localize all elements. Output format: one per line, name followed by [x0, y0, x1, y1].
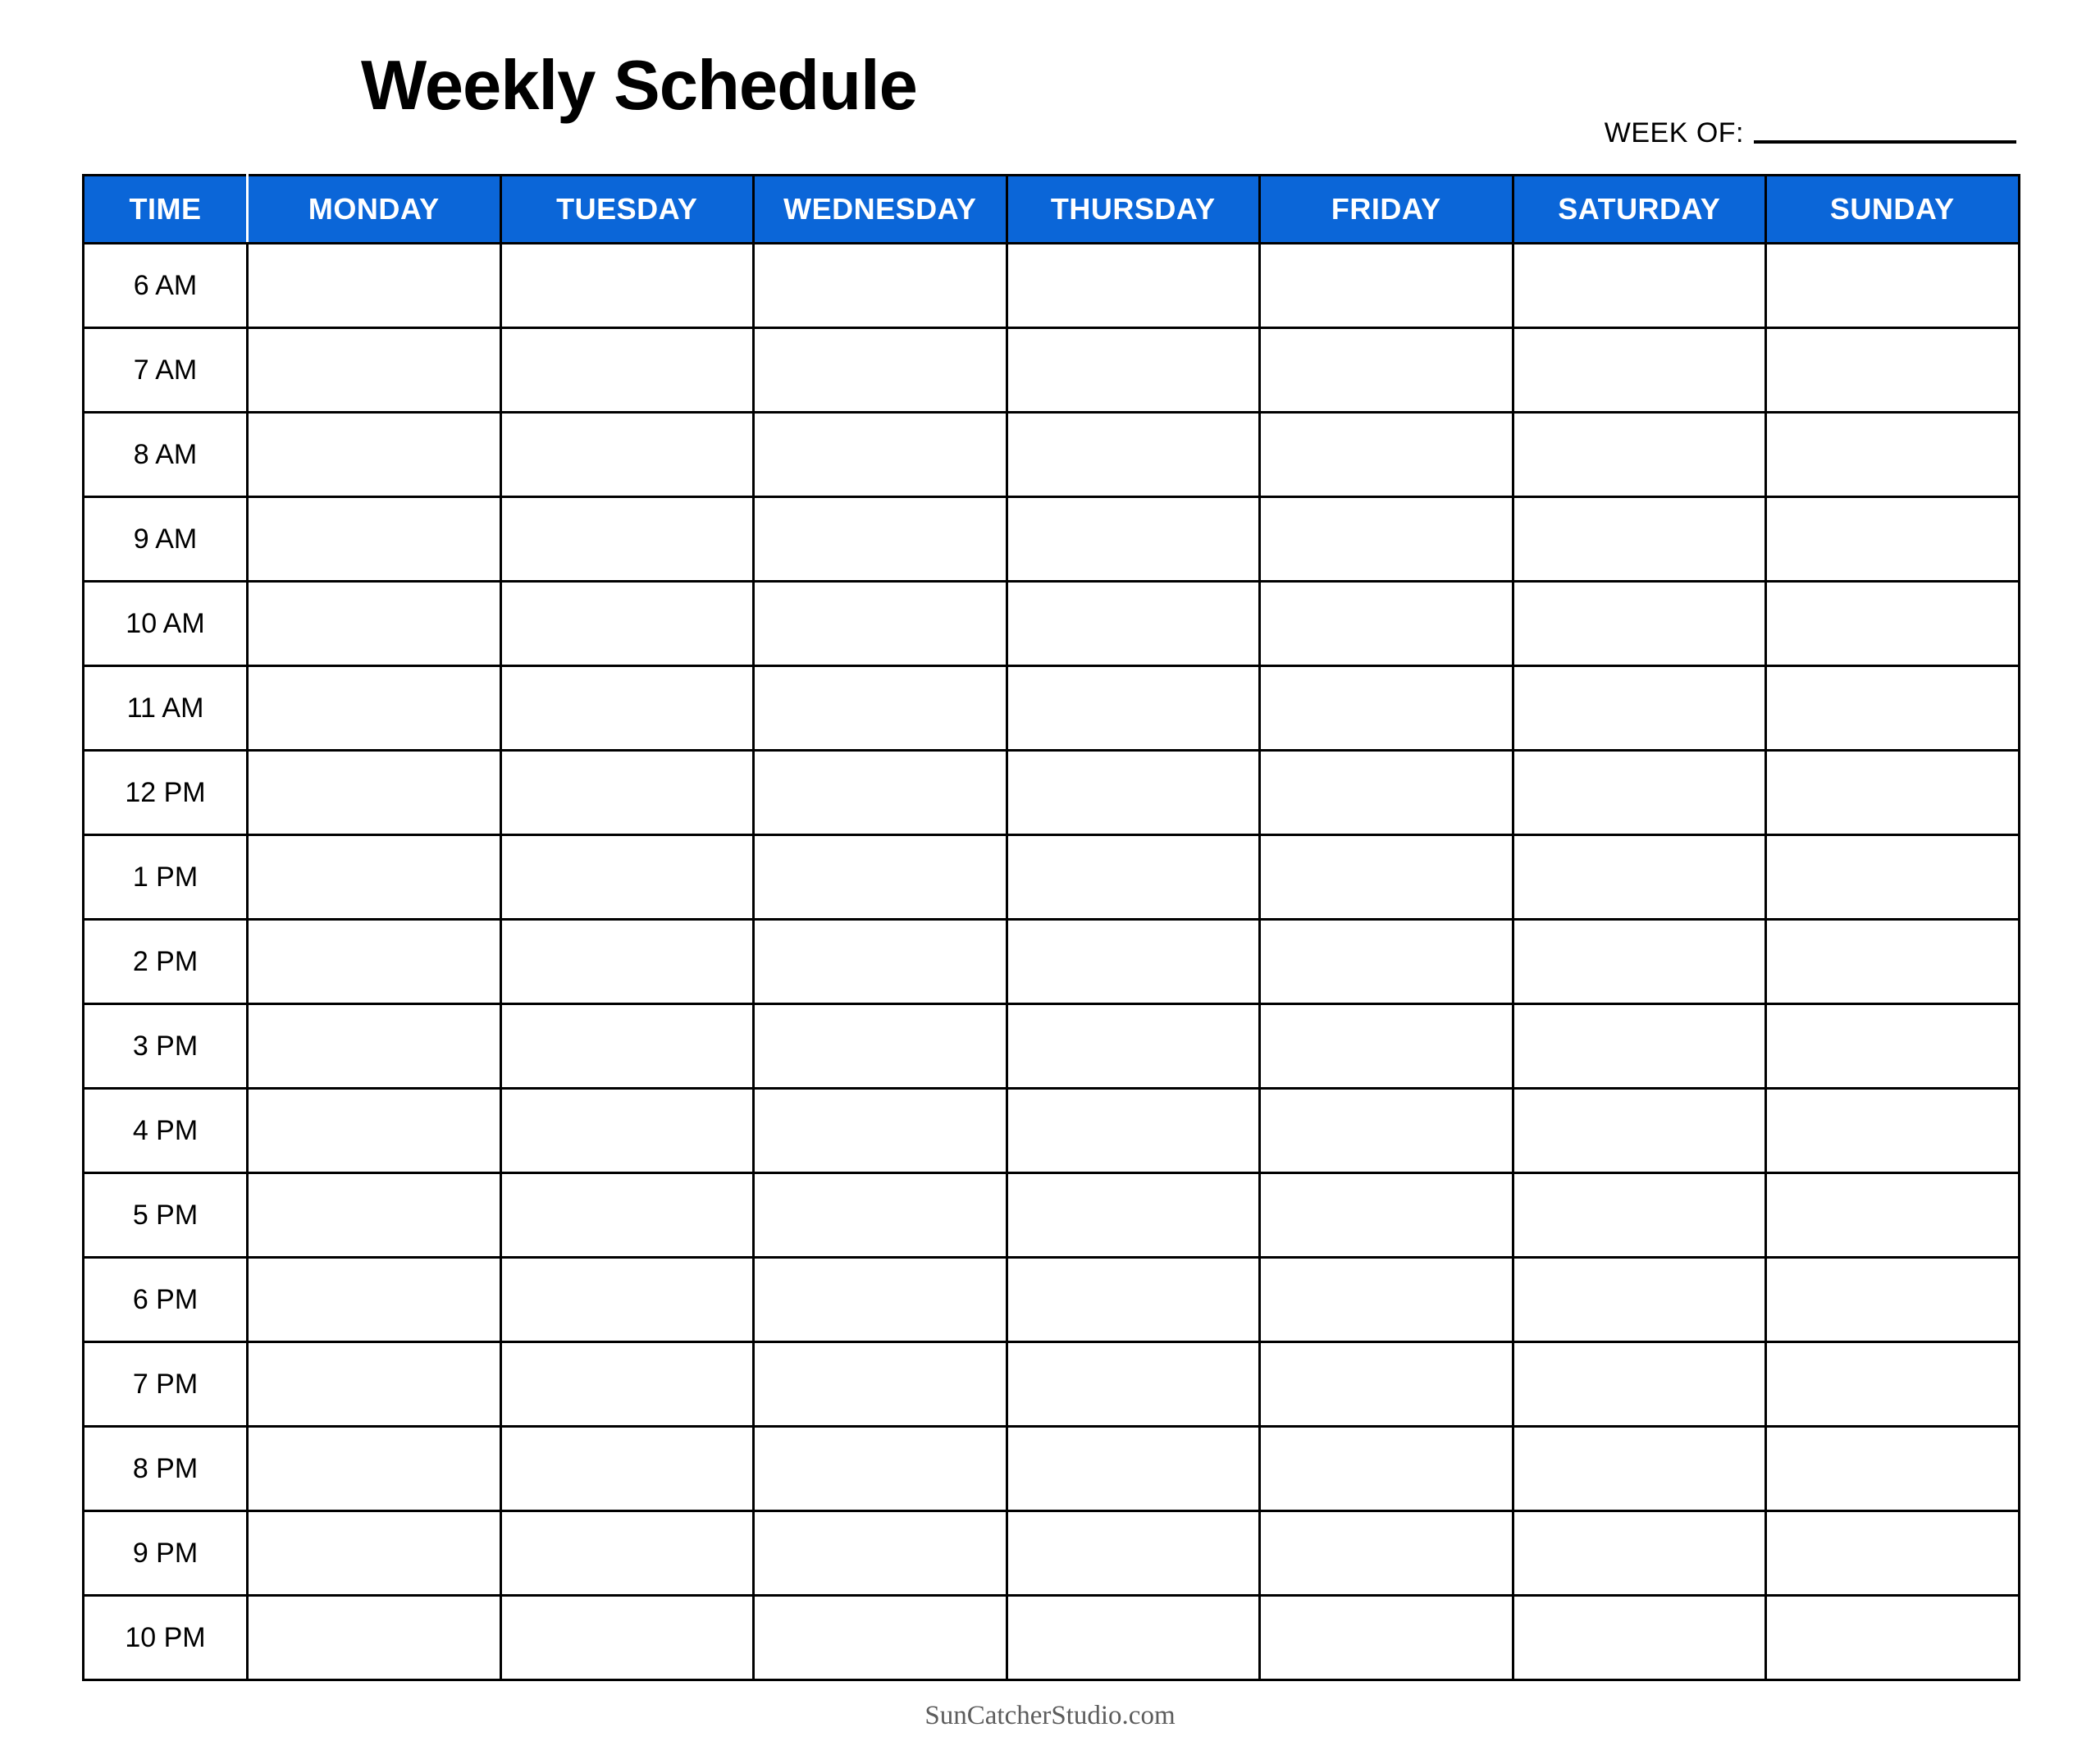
schedule-slot[interactable] — [1007, 413, 1260, 497]
schedule-slot[interactable] — [500, 751, 754, 835]
schedule-slot[interactable] — [1007, 1089, 1260, 1173]
schedule-slot[interactable] — [1513, 1173, 1766, 1258]
table-row — [84, 666, 2020, 751]
schedule-slot[interactable] — [754, 413, 1007, 497]
schedule-slot[interactable] — [248, 1427, 501, 1511]
schedule-slot[interactable] — [754, 1004, 1007, 1089]
schedule-slot[interactable] — [500, 328, 754, 413]
schedule-slot[interactable] — [1260, 1342, 1513, 1427]
schedule-slot[interactable] — [500, 582, 754, 666]
schedule-slot[interactable] — [1513, 835, 1766, 920]
schedule-slot[interactable] — [1260, 1596, 1513, 1680]
time-label: 5 PM — [84, 1173, 248, 1258]
table-row — [84, 1173, 2020, 1258]
time-label: 12 PM — [84, 751, 248, 835]
schedule-slot[interactable] — [1260, 413, 1513, 497]
schedule-slot[interactable] — [248, 751, 501, 835]
table-row — [84, 582, 2020, 666]
schedule-slot[interactable] — [1260, 920, 1513, 1004]
schedule-slot[interactable] — [1260, 1089, 1513, 1173]
schedule-slot[interactable] — [754, 328, 1007, 413]
schedule-slot[interactable] — [1766, 582, 2020, 666]
table-row — [84, 1258, 2020, 1342]
column-header-friday: FRIDAY — [1260, 176, 1513, 244]
schedule-table-container — [82, 174, 2018, 1681]
schedule-slot[interactable] — [248, 666, 501, 751]
schedule-slot[interactable] — [1007, 1173, 1260, 1258]
table-row — [84, 1342, 2020, 1427]
schedule-slot[interactable] — [500, 1427, 754, 1511]
schedule-table-body — [84, 244, 2020, 1680]
schedule-slot[interactable] — [754, 666, 1007, 751]
table-row — [84, 835, 2020, 920]
schedule-slot[interactable] — [1766, 497, 2020, 582]
schedule-slot[interactable] — [1513, 1596, 1766, 1680]
time-label: 4 PM — [84, 1089, 248, 1173]
schedule-slot[interactable] — [1007, 328, 1260, 413]
time-label: 3 PM — [84, 1004, 248, 1089]
schedule-slot[interactable] — [754, 920, 1007, 1004]
schedule-slot[interactable] — [1260, 835, 1513, 920]
schedule-slot[interactable] — [1766, 1089, 2020, 1173]
schedule-slot[interactable] — [500, 666, 754, 751]
schedule-slot[interactable] — [1260, 1511, 1513, 1596]
schedule-slot[interactable] — [1766, 751, 2020, 835]
schedule-slot[interactable] — [1260, 751, 1513, 835]
schedule-slot[interactable] — [1007, 1427, 1260, 1511]
schedule-slot[interactable] — [1007, 751, 1260, 835]
schedule-slot[interactable] — [248, 413, 501, 497]
schedule-slot[interactable] — [248, 244, 501, 328]
schedule-slot[interactable] — [754, 1173, 1007, 1258]
schedule-slot[interactable] — [1513, 666, 1766, 751]
table-row — [84, 751, 2020, 835]
schedule-slot[interactable] — [1260, 1427, 1513, 1511]
schedule-slot[interactable] — [248, 1173, 501, 1258]
schedule-slot[interactable] — [1513, 582, 1766, 666]
time-label: 11 AM — [84, 666, 248, 751]
schedule-slot[interactable] — [1007, 1511, 1260, 1596]
schedule-slot[interactable] — [1513, 920, 1766, 1004]
schedule-slot[interactable] — [248, 1511, 501, 1596]
column-header-saturday: SATURDAY — [1513, 176, 1766, 244]
schedule-slot[interactable] — [1260, 1004, 1513, 1089]
schedule-slot[interactable] — [1260, 497, 1513, 582]
schedule-slot[interactable] — [500, 1089, 754, 1173]
schedule-slot[interactable] — [1513, 1089, 1766, 1173]
schedule-slot[interactable] — [1513, 413, 1766, 497]
time-label: 6 PM — [84, 1258, 248, 1342]
schedule-slot[interactable] — [1513, 1004, 1766, 1089]
table-row — [84, 920, 2020, 1004]
schedule-slot[interactable] — [248, 497, 501, 582]
schedule-slot[interactable] — [1260, 1173, 1513, 1258]
schedule-slot[interactable] — [1766, 1173, 2020, 1258]
week-of-field[interactable] — [1605, 119, 2016, 147]
schedule-slot[interactable] — [248, 1089, 501, 1173]
time-label: 7 AM — [84, 328, 248, 413]
table-row — [84, 328, 2020, 413]
schedule-slot[interactable] — [1007, 920, 1260, 1004]
schedule-slot[interactable] — [500, 1342, 754, 1427]
schedule-slot[interactable] — [248, 1004, 501, 1089]
schedule-slot[interactable] — [1007, 1004, 1260, 1089]
time-label: 2 PM — [84, 920, 248, 1004]
schedule-slot[interactable] — [754, 1258, 1007, 1342]
page-title: Weekly Schedule — [361, 47, 917, 125]
schedule-slot[interactable] — [1007, 1258, 1260, 1342]
schedule-slot[interactable] — [754, 1342, 1007, 1427]
schedule-slot[interactable] — [1260, 244, 1513, 328]
schedule-slot[interactable] — [1260, 1258, 1513, 1342]
schedule-table-header — [84, 176, 2020, 244]
schedule-slot[interactable] — [754, 1427, 1007, 1511]
schedule-slot[interactable] — [1007, 582, 1260, 666]
footer-credit: SunCatcherStudio.com — [924, 1701, 1176, 1730]
schedule-slot[interactable] — [500, 244, 754, 328]
schedule-slot[interactable] — [1260, 582, 1513, 666]
schedule-slot[interactable] — [754, 1089, 1007, 1173]
table-row — [84, 497, 2020, 582]
schedule-slot[interactable] — [1766, 1511, 2020, 1596]
schedule-slot[interactable] — [248, 1258, 501, 1342]
schedule-slot[interactable] — [1513, 1258, 1766, 1342]
schedule-slot[interactable] — [1766, 835, 2020, 920]
week-of-label: WEEK OF: — [1604, 117, 1744, 149]
schedule-slot[interactable] — [1007, 497, 1260, 582]
schedule-slot[interactable] — [1513, 1511, 1766, 1596]
time-label: 10 AM — [84, 582, 248, 666]
schedule-slot[interactable] — [1766, 1596, 2020, 1680]
time-label: 1 PM — [84, 835, 248, 920]
schedule-slot[interactable] — [1260, 328, 1513, 413]
schedule-slot[interactable] — [1513, 244, 1766, 328]
schedule-slot[interactable] — [1260, 666, 1513, 751]
schedule-slot[interactable] — [1766, 1258, 2020, 1342]
schedule-slot[interactable] — [248, 920, 501, 1004]
schedule-slot[interactable] — [754, 751, 1007, 835]
schedule-slot[interactable] — [1007, 244, 1260, 328]
schedule-slot[interactable] — [1766, 666, 2020, 751]
schedule-slot[interactable] — [1766, 328, 2020, 413]
time-label: 6 AM — [84, 244, 248, 328]
schedule-slot[interactable] — [1513, 1342, 1766, 1427]
schedule-slot[interactable] — [754, 497, 1007, 582]
schedule-slot[interactable] — [1513, 497, 1766, 582]
schedule-slot[interactable] — [1766, 244, 2020, 328]
schedule-slot[interactable] — [1513, 328, 1766, 413]
column-header-time: TIME — [84, 176, 248, 244]
column-header-thursday: THURSDAY — [1007, 176, 1260, 244]
header-row — [84, 176, 2020, 244]
schedule-slot[interactable] — [500, 1258, 754, 1342]
schedule-slot[interactable] — [248, 1342, 501, 1427]
schedule-slot[interactable] — [754, 1596, 1007, 1680]
table-row — [84, 1596, 2020, 1680]
time-label: 8 AM — [84, 413, 248, 497]
schedule-slot[interactable] — [754, 244, 1007, 328]
schedule-slot[interactable] — [1766, 413, 2020, 497]
schedule-slot[interactable] — [1007, 1342, 1260, 1427]
schedule-slot[interactable] — [754, 835, 1007, 920]
column-header-wednesday: WEDNESDAY — [754, 176, 1007, 244]
schedule-slot[interactable] — [1007, 666, 1260, 751]
schedule-table — [82, 174, 2020, 1681]
schedule-slot[interactable] — [248, 582, 501, 666]
column-header-tuesday: TUESDAY — [500, 176, 754, 244]
column-header-sunday: SUNDAY — [1766, 176, 2020, 244]
time-label: 10 PM — [84, 1596, 248, 1680]
schedule-slot[interactable] — [500, 835, 754, 920]
table-row — [84, 1511, 2020, 1596]
schedule-slot[interactable] — [1766, 1427, 2020, 1511]
schedule-slot[interactable] — [500, 497, 754, 582]
schedule-slot[interactable] — [1007, 835, 1260, 920]
table-row — [84, 1089, 2020, 1173]
schedule-slot[interactable] — [754, 1511, 1007, 1596]
schedule-slot[interactable] — [1766, 1004, 2020, 1089]
table-row — [84, 1004, 2020, 1089]
schedule-slot[interactable] — [754, 582, 1007, 666]
table-row — [84, 413, 2020, 497]
time-label: 7 PM — [84, 1342, 248, 1427]
time-label: 8 PM — [84, 1427, 248, 1511]
schedule-slot[interactable] — [500, 1173, 754, 1258]
schedule-slot[interactable] — [248, 328, 501, 413]
schedule-slot[interactable] — [500, 413, 754, 497]
schedule-slot[interactable] — [1007, 1596, 1260, 1680]
schedule-slot[interactable] — [1766, 1342, 2020, 1427]
schedule-slot[interactable] — [1513, 751, 1766, 835]
schedule-slot[interactable] — [500, 1596, 754, 1680]
table-row — [84, 1427, 2020, 1511]
page-header — [82, 0, 2018, 156]
schedule-slot[interactable] — [1513, 1427, 1766, 1511]
schedule-slot[interactable] — [500, 920, 754, 1004]
time-label: 9 PM — [84, 1511, 248, 1596]
schedule-slot[interactable] — [500, 1511, 754, 1596]
time-label: 9 AM — [84, 497, 248, 582]
schedule-slot[interactable] — [1766, 920, 2020, 1004]
schedule-slot[interactable] — [248, 835, 501, 920]
schedule-slot[interactable] — [248, 1596, 501, 1680]
schedule-slot[interactable] — [500, 1004, 754, 1089]
week-of-input-line[interactable] — [1754, 139, 2016, 144]
column-header-monday: MONDAY — [248, 176, 501, 244]
table-row — [84, 244, 2020, 328]
